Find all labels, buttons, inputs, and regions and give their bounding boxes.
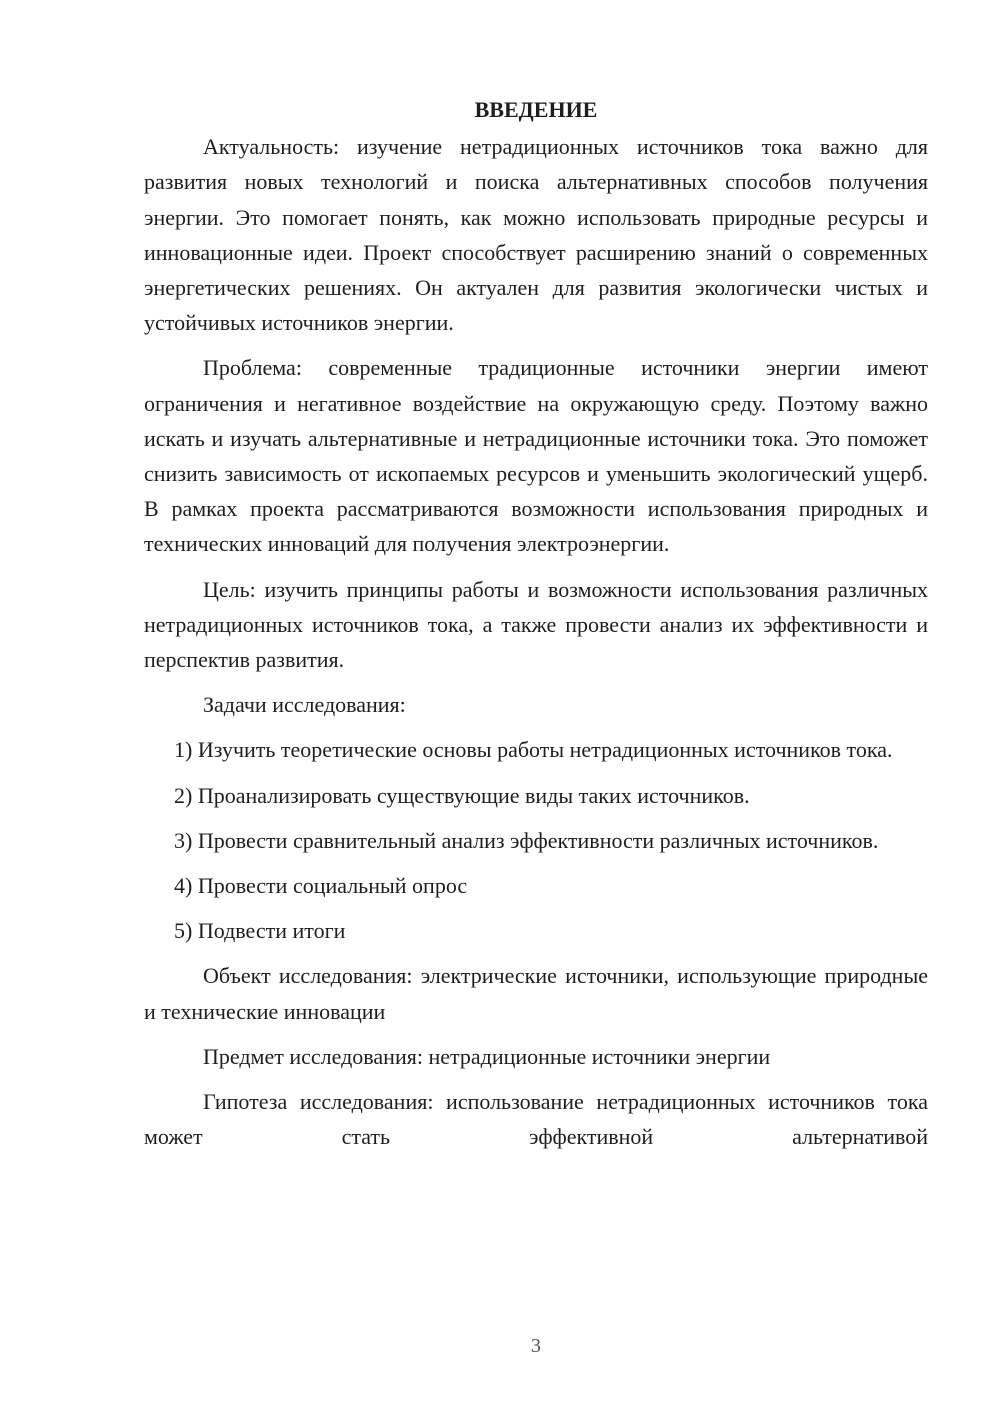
task-item-1: 1) Изучить теоретические основы работы нетрадиционных источников тока. xyxy=(174,737,893,763)
tasks-heading: Задачи исследования: xyxy=(203,692,406,718)
section-title: ВВЕДЕНИЕ xyxy=(474,97,598,122)
page-number: 3 xyxy=(531,1335,541,1357)
paragraph-problem: Проблема: современные традиционные источники энергии имеют ограничения и негативное воздействие на окружающую среду. Поэтому важно искать и изучать альтернативные и нетрадиционные источники тока. Это поможет снизить зависимость от ископаемых ресурсов и уменьшить экологический ущерб. В рамках проекта рассматриваются возможности использования природных и технических инноваций для получения электроэнергии. xyxy=(144,355,928,557)
paragraph-hypothesis: Гипотеза исследования: использование нетрадиционных источников тока может стать эффективной альтернативой xyxy=(144,1089,928,1150)
page-content xyxy=(144,92,928,1154)
paragraph-relevance: Актуальность: изучение нетрадиционных источников тока важно для развития новых технологий и поиска альтернативных способов получения энергии. Это помогает понять, как можно использовать природные ресурсы и инновационные идеи. Проект способствует расширению знаний о современных энергетических решениях. Он актуален для развития экологически чистых и устойчивых источников энергии. xyxy=(144,134,928,336)
task-item-2: 2) Проанализировать существующие виды таких источников. xyxy=(174,782,750,808)
paragraph-subject: Предмет исследования: нетрадиционные источники энергии xyxy=(203,1043,771,1069)
task-item-5: 5) Подвести итоги xyxy=(174,918,346,944)
task-item-3: 3) Провести сравнительный анализ эффективности различных источников. xyxy=(174,827,879,853)
paragraph-goal: Цель: изучить принципы работы и возможности использования различных нетрадиционных источников тока, а также провести анализ их эффективности и перспектив развития. xyxy=(144,576,928,673)
task-item-4: 4) Провести социальный опрос xyxy=(174,873,468,899)
paragraph-object: Объект исследования: электрические источники, использующие природные и технические инновации xyxy=(144,963,928,1024)
